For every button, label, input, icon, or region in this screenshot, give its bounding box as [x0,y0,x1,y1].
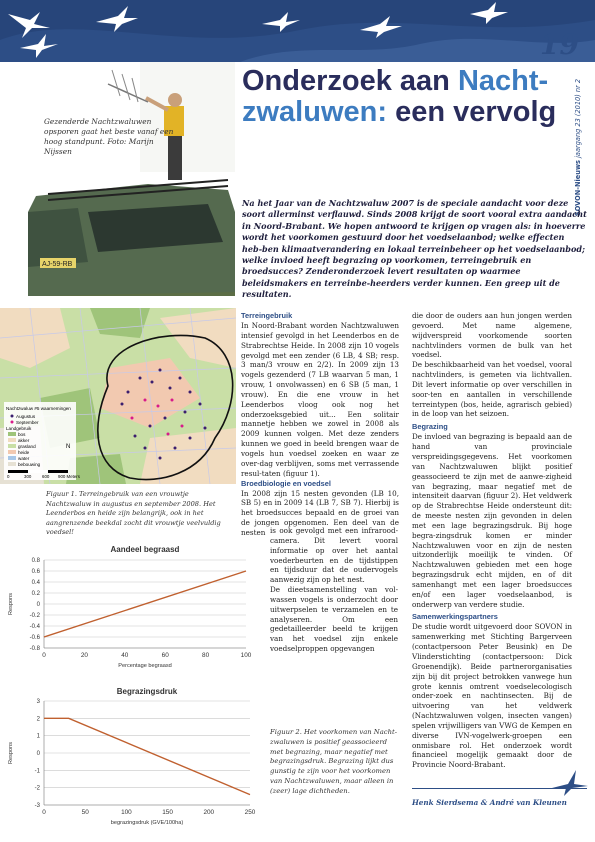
scale-label-0: 0 [7,474,10,479]
y-tick-label: 0.8 [31,558,40,564]
heading-broedbiologie: Broedbiologie en voedsel [241,478,331,488]
article-title [242,66,572,128]
lead-paragraph: Na het Jaar van de Nachtzwaluw 2007 is de speciale aandacht voor deze soort allerminst verflauwd. Sinds 2008 krijgt de soort vooral extra aandacht in Noord-Brabant. We hopen antwoord te krijgen op vragen als: in hoeverre wordt het voorkomen gestuurd door het voedselaanbod; welke effecten heb-ben klimaatverandering en lokaal terreinbeheer op het voedselaanbod; welke invloed heeft begrazing op voorkomen, terreingebruik en broedsucces? Zenderonderzoek levert resultaten op waarmee beleidsmakers en terreinbe-heerders verder kunnen. Een greep uit de resultaten. [242,198,587,300]
map-legend-water: water [18,456,30,461]
heading-terreingebruik: Terreingebruik [241,311,293,320]
y-tick-label: -3 [34,803,40,809]
y-tick-label: 0 [36,751,40,757]
map-legend-bos: bos [18,432,26,437]
y-tick-label: -0.8 [29,646,40,652]
scale-label-300: 300 [24,474,32,479]
paragraph: In Noord-Brabant worden Nachtzwaluwen intensief gevolgd in het Leenderbos en de Strabrechtse Heide. In 2008 zijn 10 vogels gevolgd met een zender (6 LB, 4 SB; resp. 3 man/3 vrouw en 2/2). In 2009 zijn 13 vogels gezenderd (7 LB waarvan 5 man, 1 vrouw, 1 onvolwassen) en 6 SB (5 man, 1 vrouw). En die ene vrouw in het Leenderbos vloog ook nog het onderzoeksgebied uit... Een solitair mannetje hebben we zowel in 2008 als 2009 kunnen volgen. Met deze zenders kunnen we goed in beeld brengen waar de vogels hun voedsel zoeken en waar ze over-dag verblijven, soms met verrassende resul-taten (figuur 1). [241,321,399,478]
y-tick-label: 0.4 [31,580,40,586]
map-legend-heide: heide [18,450,30,455]
chart-begrazingsdruk [0,685,262,827]
x-tick-label: 20 [80,652,88,659]
title-part-2: Nacht- [457,65,549,97]
paragraph: De dieetsamenstelling van vol-wassen vogels is onderzocht door uitwerpselen te verzamelen en te analyseren. Om een gedetailleerder beeld te krijgen van het voedsel zijn enkele voedselproppen opgevangen [270,585,398,654]
heading-samenwerkingspartners: Samenwerkingspartners [412,612,498,622]
y-tick-label: 3 [36,699,40,705]
title-part-1: Onderzoek aan [242,65,458,97]
x-tick-label: 50 [81,809,89,816]
y-tick-label: 0.6 [31,569,40,575]
map-legend-september: September [16,420,39,425]
x-tick-label: 100 [121,809,132,816]
x-tick-label: 250 [244,809,256,816]
x-tick-label: 0 [42,652,46,659]
x-axis-label: Percentage begraasd [118,663,172,669]
series-line [44,718,250,794]
journal-reference [573,64,587,214]
paragraph: De beschikbaarheid van het voedsel, vooral nachtvlinders, is gemeten via lichtvallen. Dit levert informatie op over verschillen in soor-ten en aantallen in verschillende terreintypen (bos, heide, agrarisch gebied) in de loop van het seizoen. [412,360,572,419]
north-arrow-icon: N [66,444,71,450]
license-plate-text: AJ-59-RB [42,261,73,268]
map-legend-grasland: grasland [18,444,36,449]
page-number: 19 [540,28,579,61]
figure-1-map [0,308,236,484]
paragraph: In 2008 zijn 15 nesten gevonden (LB 10, SB 5) en in 2009 14 (LB 7, SB 7). Hierbij is het broedsucces bepaald en de groei van de jongen opgenomen. Een deel van de nesten [241,488,399,537]
y-axis-label: Respons [8,741,14,765]
map-legend-title: Nachtzwaluw #5 waarnemingen [6,406,71,411]
swallow-icon [552,768,588,798]
x-tick-label: 200 [203,809,215,816]
y-tick-label: -1 [34,768,40,775]
chart-title: Begrazingsdruk [116,687,178,696]
heading-begrazing: Begrazing [412,422,448,432]
scale-label-900: 900 Meters [58,474,80,479]
paragraph: is ook gevolgd met een infrarood-camera. Dit levert vooral informatie op over het aantal voederbeurten en de tijdstippen en tijdsduur dat de oudervogels aanwezig zijn op het nest. [270,526,398,585]
map-legend-bebouwing: bebouwing [18,462,41,467]
chart-aandeel-begraasd [0,540,262,672]
scale-label-600: 600 [42,474,50,479]
body-column-1-lower [270,526,398,654]
x-tick-label: 150 [162,809,173,816]
journal-name: SOVON-Nieuws [574,160,582,216]
y-axis-label: Respons [8,592,14,616]
paragraph: De studie wordt uitgevoerd door SOVON in samenwerking met Stichting Bargerveen (contactpersoon Peter Beusink) en De Vlinderstichting (contactpersoon: Dick Groenendijk). Beide partnerorganisaties zijn bij dit project betrokken vanwege hun grote kennis omtrent voedselecologisch onder-zoek en nachtinsecten. Bij de uitvoering van het veldwerk (Nachtzwaluwen volgen, insecten vangen) spelen vrijwilligers van VWG de Kempen en diverse IVN-vogelwerk-groepen een onmisbare rol. Het onderzoek wordt financieel mogelijk gemaakt door de Provincie Noord-Brabant. [412,622,572,770]
header-band [0,0,595,62]
x-axis-label: begrazingsdruk (GVE/100ha) [110,820,184,826]
body-column-2 [412,311,572,770]
y-tick-label: 0 [36,602,40,608]
figure-2-caption: Figuur 2. Het voorkomen van Nacht-zwaluwen is positief geassocieerd met begrazing, maar negatief met begrazingsdruk. Begrazing lijkt dus gunstig te zijn voor het voorkomen van Nachtzwaluwen, maar alleen in (zeer) lage dichtheden. [270,728,398,795]
photo-van-antenna [28,62,235,296]
x-tick-label: 0 [42,809,46,816]
title-part-3: zwaluwen: [242,96,388,128]
x-tick-label: 60 [161,652,169,659]
y-tick-label: -0.4 [29,624,40,630]
y-tick-label: -2 [34,785,40,792]
y-tick-label: -0.2 [29,613,40,619]
authors: Henk Sierdsema & André van Kleunen [412,798,567,807]
paragraph: die door de ouders aan hun jongen werden gevoerd. Met name algemene, wijdverspreid voorkomende soorten nachtvlinders vormen de bulk van het voedsel. [412,311,572,360]
journal-issue: jaargang 23 (2010) nr 2 [574,78,582,160]
x-tick-label: 40 [121,652,129,659]
body-column-1 [241,311,399,538]
title-part-4: een vervolg [387,96,557,128]
x-tick-label: 80 [202,652,210,659]
y-tick-label: 0.2 [31,591,40,597]
map-legend-landgebruik: Landgebruik [6,426,32,431]
header-decoration [0,0,595,62]
map-legend-akker: akker [18,438,30,443]
figure-1-caption: Figuur 1. Terreingebruik van een vrouwtje Nachtzwaluw in augustus en september 2008. Het Leenderbos en heide zijn belangrijk, ook in het aangrenzende beekdal zocht dit vrouwtje veelvuldig voedsel! [46,490,221,537]
y-tick-label: -0.6 [29,635,40,641]
y-tick-label: 2 [36,716,40,723]
photo-caption: Gezenderde Nachtzwaluwen opsporen gaat het beste vanaf een hoog standpunt. Foto: Marijn Nijssen [44,117,174,156]
y-tick-label: 1 [36,733,40,740]
x-tick-label: 100 [240,652,252,659]
paragraph: De invloed van begrazing is bepaald aan de hand van provinciale verspreidingsgegevens. Het voorkomen van Nachtzwaluwen blijkt positief geassocieerd te zijn met de aanwe-zigheid van begrazing, maar negatief met de intensiteit daarvan (figuur 2). Het veldwerk op de Strabrechtse Heide ondersteunt dit: de meeste nesten zijn gevonden in delen met een lage begrazingsdruk. Bij hoge begra-zingsdruk komen er minder Nachtzwaluwen voor en zijn de nesten uitzonderlijk moeilijk te vinden. Of Nachtzwaluwen gebieden met een hoge begrazingsdruk echt mijden, en of dit samenhangt met een lager broedsucces en/of een lager voedselaanbod, is onderwerp van verdere studie. [412,432,572,609]
chart-title: Aandeel begraasd [110,545,180,554]
map-legend-augustus: Augustus [16,414,36,419]
